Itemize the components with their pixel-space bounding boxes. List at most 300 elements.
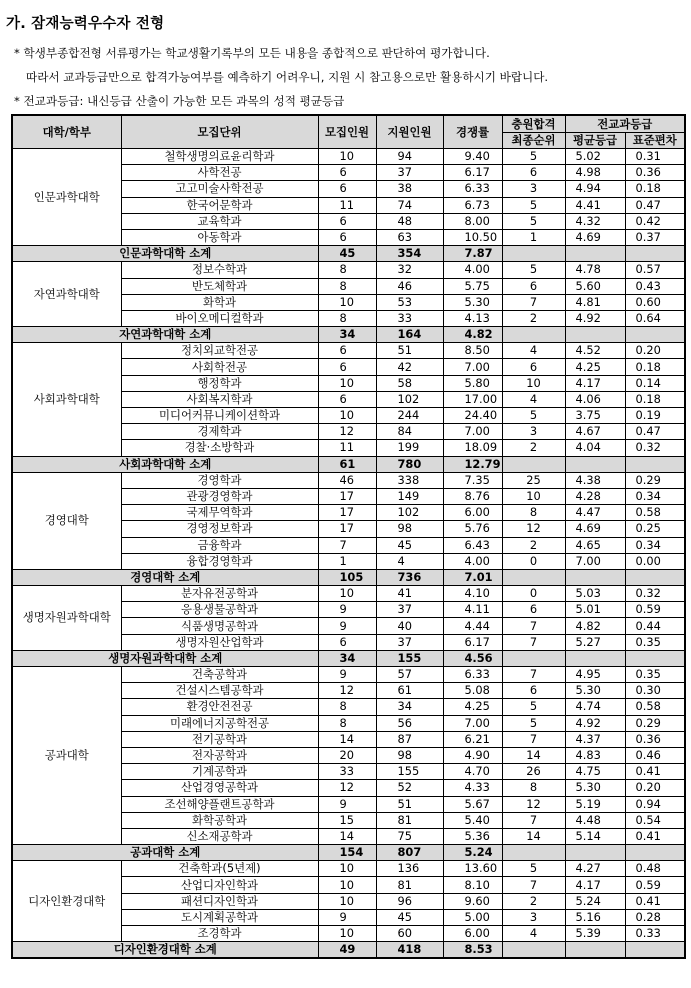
grade-avg-cell: 5.27: [565, 634, 625, 650]
note-reference-only: 따라서 교과등급만으로 합격가능여부를 예측하기 어려우니, 지원 시 참고용으로만 활용하시기 바랍니다.: [26, 70, 549, 84]
applicants-cell: 37: [376, 602, 443, 618]
applicants-cell: 52: [376, 780, 443, 796]
applicants-cell: 338: [376, 472, 443, 488]
applicants-cell: 51: [376, 796, 443, 812]
final-rank-cell: 5: [502, 213, 565, 229]
subtotal-empty-cell: [625, 942, 685, 959]
applicants-cell: 32: [376, 262, 443, 278]
header-university: 대학/학부: [12, 115, 121, 149]
subtotal-empty-cell: [502, 650, 565, 666]
applicants-cell: 34: [376, 699, 443, 715]
applicants-cell: 149: [376, 488, 443, 504]
department-name: 경영정보학과: [121, 521, 318, 537]
department-name: 산업디자인학과: [121, 877, 318, 893]
table-row: [12, 343, 685, 359]
table-row: [12, 667, 685, 683]
applicants-cell: 199: [376, 440, 443, 456]
header-quota: 모집인원: [318, 115, 376, 149]
final-rank-cell: 2: [502, 310, 565, 326]
final-rank-cell: 6: [502, 602, 565, 618]
department-name: 사학전공: [121, 165, 318, 181]
final-rank-cell: 2: [502, 893, 565, 909]
quota-cell: 10: [318, 893, 376, 909]
grade-sd-cell: 0.58: [625, 699, 685, 715]
grade-sd-cell: 0.31: [625, 149, 685, 165]
quota-cell: 9: [318, 796, 376, 812]
department-name: 행정학과: [121, 375, 318, 391]
final-rank-cell: 7: [502, 618, 565, 634]
final-rank-cell: 2: [502, 440, 565, 456]
ratio-cell: 9.60: [443, 893, 502, 909]
quota-cell: 8: [318, 262, 376, 278]
grade-sd-cell: 0.00: [625, 553, 685, 569]
department-name: 기계공학과: [121, 764, 318, 780]
ratio-cell: 4.10: [443, 586, 502, 602]
ratio-cell: 4.00: [443, 553, 502, 569]
ratio-cell: 5.76: [443, 521, 502, 537]
department-name: 생명자원산업학과: [121, 634, 318, 650]
grade-sd-cell: 0.32: [625, 586, 685, 602]
subtotal-empty-cell: [565, 327, 625, 343]
subtotal-ratio: 12.79: [443, 456, 502, 472]
department-name: 융합경영학과: [121, 553, 318, 569]
applicants-cell: 33: [376, 310, 443, 326]
subtotal-empty-cell: [565, 942, 625, 959]
ratio-cell: 17.00: [443, 391, 502, 407]
department-name: 식품생명공학과: [121, 618, 318, 634]
header-department: 모집단위: [121, 115, 318, 149]
final-rank-cell: 6: [502, 359, 565, 375]
subtotal-row: [12, 456, 685, 472]
grade-avg-cell: 4.81: [565, 294, 625, 310]
ratio-cell: 5.80: [443, 375, 502, 391]
grade-sd-cell: 0.58: [625, 505, 685, 521]
applicants-cell: 87: [376, 731, 443, 747]
final-rank-cell: 6: [502, 278, 565, 294]
quota-cell: 8: [318, 278, 376, 294]
grade-avg-cell: 5.30: [565, 780, 625, 796]
department-name: 관광경영학과: [121, 488, 318, 504]
table-row: [12, 149, 685, 165]
applicants-cell: 38: [376, 181, 443, 197]
grade-sd-cell: 0.36: [625, 165, 685, 181]
applicants-cell: 81: [376, 877, 443, 893]
quota-cell: 46: [318, 472, 376, 488]
subtotal-ratio: 4.82: [443, 327, 502, 343]
grade-sd-cell: 0.18: [625, 391, 685, 407]
grade-avg-cell: 3.75: [565, 408, 625, 424]
ratio-cell: 18.09: [443, 440, 502, 456]
applicants-cell: 98: [376, 747, 443, 763]
quota-cell: 8: [318, 310, 376, 326]
grade-sd-cell: 0.59: [625, 877, 685, 893]
grade-avg-cell: 5.14: [565, 828, 625, 844]
final-rank-cell: 2: [502, 537, 565, 553]
subtotal-empty-cell: [565, 246, 625, 262]
grade-avg-cell: 4.74: [565, 699, 625, 715]
department-name: 화학과: [121, 294, 318, 310]
subtotal-quota: 154: [318, 845, 376, 861]
subtotal-row: [12, 327, 685, 343]
applicants-cell: 53: [376, 294, 443, 310]
grade-sd-cell: 0.34: [625, 537, 685, 553]
grade-sd-cell: 0.18: [625, 181, 685, 197]
quota-cell: 20: [318, 747, 376, 763]
grade-avg-cell: 4.75: [565, 764, 625, 780]
final-rank-cell: 5: [502, 861, 565, 877]
grade-avg-cell: 4.48: [565, 812, 625, 828]
quota-cell: 10: [318, 375, 376, 391]
final-rank-cell: 4: [502, 343, 565, 359]
subtotal-ratio: 5.24: [443, 845, 502, 861]
applicants-cell: 63: [376, 229, 443, 245]
final-rank-cell: 7: [502, 667, 565, 683]
subtotal-empty-cell: [625, 246, 685, 262]
applicants-cell: 102: [376, 391, 443, 407]
grade-sd-cell: 0.25: [625, 521, 685, 537]
quota-cell: 6: [318, 343, 376, 359]
final-rank-cell: 8: [502, 780, 565, 796]
applicants-cell: 4: [376, 553, 443, 569]
subtotal-ratio: 4.56: [443, 650, 502, 666]
final-rank-cell: 26: [502, 764, 565, 780]
grade-avg-cell: 4.17: [565, 877, 625, 893]
ratio-cell: 4.11: [443, 602, 502, 618]
subtotal-empty-cell: [565, 569, 625, 585]
applicants-cell: 45: [376, 537, 443, 553]
note-holistic-review: * 학생부종합전형 서류평가는 학교생활기록부의 모든 내용을 종합적으로 판단하여 평가합니다.: [14, 46, 490, 60]
university-name: 경영대학: [12, 472, 121, 569]
quota-cell: 17: [318, 488, 376, 504]
grade-sd-cell: 0.35: [625, 667, 685, 683]
grade-avg-cell: 4.92: [565, 715, 625, 731]
department-name: 경찰·소방학과: [121, 440, 318, 456]
subtotal-label: 경영대학 소계: [12, 569, 318, 585]
department-name: 경제학과: [121, 424, 318, 440]
header-grade-avg: 평균등급: [565, 133, 625, 149]
quota-cell: 9: [318, 667, 376, 683]
ratio-cell: 7.00: [443, 424, 502, 440]
grade-sd-cell: 0.37: [625, 229, 685, 245]
subtotal-empty-cell: [625, 327, 685, 343]
ratio-cell: 5.08: [443, 683, 502, 699]
grade-sd-cell: 0.18: [625, 359, 685, 375]
header-grade-sd: 표준편차: [625, 133, 685, 149]
grade-sd-cell: 0.42: [625, 213, 685, 229]
ratio-cell: 8.76: [443, 488, 502, 504]
ratio-cell: 4.13: [443, 310, 502, 326]
subtotal-applicants: 807: [376, 845, 443, 861]
final-rank-cell: 7: [502, 731, 565, 747]
quota-cell: 6: [318, 213, 376, 229]
quota-cell: 1: [318, 553, 376, 569]
department-name: 화학공학과: [121, 812, 318, 828]
grade-avg-cell: 5.30: [565, 683, 625, 699]
applicants-cell: 45: [376, 909, 443, 925]
header-applicants: 지원인원: [376, 115, 443, 149]
subtotal-empty-cell: [502, 327, 565, 343]
applicants-cell: 46: [376, 278, 443, 294]
final-rank-cell: 25: [502, 472, 565, 488]
applicants-cell: 51: [376, 343, 443, 359]
department-name: 도시계획공학과: [121, 909, 318, 925]
grade-sd-cell: 0.43: [625, 278, 685, 294]
ratio-cell: 6.33: [443, 181, 502, 197]
grade-sd-cell: 0.48: [625, 861, 685, 877]
grade-avg-cell: 4.17: [565, 375, 625, 391]
ratio-cell: 9.40: [443, 149, 502, 165]
grade-sd-cell: 0.34: [625, 488, 685, 504]
quota-cell: 6: [318, 391, 376, 407]
grade-avg-cell: 4.04: [565, 440, 625, 456]
university-name: 인문과학대학: [12, 149, 121, 246]
quota-cell: 9: [318, 602, 376, 618]
grade-avg-cell: 5.39: [565, 926, 625, 942]
subtotal-empty-cell: [502, 246, 565, 262]
header-grade-group: 전교과등급: [565, 115, 685, 133]
quota-cell: 15: [318, 812, 376, 828]
table-row: [12, 262, 685, 278]
final-rank-cell: 5: [502, 197, 565, 213]
grade-avg-cell: 4.67: [565, 424, 625, 440]
grade-avg-cell: 4.82: [565, 618, 625, 634]
final-rank-cell: 5: [502, 262, 565, 278]
applicants-cell: 60: [376, 926, 443, 942]
quota-cell: 8: [318, 715, 376, 731]
subtotal-empty-cell: [625, 456, 685, 472]
grade-sd-cell: 0.36: [625, 731, 685, 747]
department-name: 전기공학과: [121, 731, 318, 747]
grade-avg-cell: 5.03: [565, 586, 625, 602]
grade-avg-cell: 5.19: [565, 796, 625, 812]
subtotal-row: [12, 845, 685, 861]
grade-avg-cell: 4.69: [565, 229, 625, 245]
grade-sd-cell: 0.54: [625, 812, 685, 828]
grade-sd-cell: 0.32: [625, 440, 685, 456]
subtotal-row: [12, 246, 685, 262]
department-name: 분자유전공학과: [121, 586, 318, 602]
grade-avg-cell: 4.38: [565, 472, 625, 488]
applicants-cell: 98: [376, 521, 443, 537]
quota-cell: 14: [318, 731, 376, 747]
subtotal-label: 공과대학 소계: [12, 845, 318, 861]
university-name: 디자인환경대학: [12, 861, 121, 942]
department-name: 고고미술사학전공: [121, 181, 318, 197]
grade-avg-cell: 4.65: [565, 537, 625, 553]
grade-avg-cell: 5.02: [565, 149, 625, 165]
applicants-cell: 58: [376, 375, 443, 391]
grade-avg-cell: 4.69: [565, 521, 625, 537]
applicants-cell: 244: [376, 408, 443, 424]
grade-sd-cell: 0.20: [625, 780, 685, 796]
final-rank-cell: 10: [502, 488, 565, 504]
department-name: 아동학과: [121, 229, 318, 245]
subtotal-row: [12, 650, 685, 666]
department-name: 건축공학과: [121, 667, 318, 683]
grade-sd-cell: 0.20: [625, 343, 685, 359]
final-rank-cell: 10: [502, 375, 565, 391]
final-rank-cell: 4: [502, 391, 565, 407]
applicants-cell: 37: [376, 634, 443, 650]
ratio-cell: 4.25: [443, 699, 502, 715]
subtotal-empty-cell: [565, 845, 625, 861]
department-name: 사회학전공: [121, 359, 318, 375]
grade-avg-cell: 4.25: [565, 359, 625, 375]
ratio-cell: 6.43: [443, 537, 502, 553]
department-name: 산업경영공학과: [121, 780, 318, 796]
quota-cell: 6: [318, 359, 376, 375]
department-name: 조경학과: [121, 926, 318, 942]
final-rank-cell: 12: [502, 796, 565, 812]
final-rank-cell: 7: [502, 294, 565, 310]
department-name: 미디어커뮤니케이션학과: [121, 408, 318, 424]
ratio-cell: 5.36: [443, 828, 502, 844]
department-name: 전자공학과: [121, 747, 318, 763]
grade-sd-cell: 0.60: [625, 294, 685, 310]
subtotal-empty-cell: [625, 569, 685, 585]
grade-sd-cell: 0.33: [625, 926, 685, 942]
grade-sd-cell: 0.35: [625, 634, 685, 650]
quota-cell: 11: [318, 197, 376, 213]
final-rank-cell: 3: [502, 424, 565, 440]
quota-cell: 6: [318, 165, 376, 181]
university-name: 자연과학대학: [12, 262, 121, 327]
applicants-cell: 84: [376, 424, 443, 440]
quota-cell: 6: [318, 634, 376, 650]
final-rank-cell: 6: [502, 683, 565, 699]
grade-avg-cell: 5.01: [565, 602, 625, 618]
ratio-cell: 13.60: [443, 861, 502, 877]
final-rank-cell: 7: [502, 877, 565, 893]
ratio-cell: 5.30: [443, 294, 502, 310]
applicants-cell: 74: [376, 197, 443, 213]
department-name: 신소재공학과: [121, 828, 318, 844]
grade-sd-cell: 0.41: [625, 893, 685, 909]
quota-cell: 10: [318, 149, 376, 165]
department-name: 바이오메디컬학과: [121, 310, 318, 326]
grade-avg-cell: 5.24: [565, 893, 625, 909]
subtotal-label: 인문과학대학 소계: [12, 246, 318, 262]
quota-cell: 10: [318, 877, 376, 893]
ratio-cell: 6.73: [443, 197, 502, 213]
applicants-cell: 56: [376, 715, 443, 731]
grade-sd-cell: 0.94: [625, 796, 685, 812]
subtotal-quota: 34: [318, 650, 376, 666]
department-name: 국제무역학과: [121, 505, 318, 521]
final-rank-cell: 5: [502, 699, 565, 715]
subtotal-quota: 49: [318, 942, 376, 959]
subtotal-applicants: 736: [376, 569, 443, 585]
department-name: 금융학과: [121, 537, 318, 553]
grade-avg-cell: 4.83: [565, 747, 625, 763]
ratio-cell: 4.44: [443, 618, 502, 634]
ratio-cell: 4.70: [443, 764, 502, 780]
quota-cell: 17: [318, 521, 376, 537]
department-name: 정보수학과: [121, 262, 318, 278]
table-row: [12, 861, 685, 877]
applicants-cell: 61: [376, 683, 443, 699]
ratio-cell: 6.00: [443, 505, 502, 521]
final-rank-cell: 3: [502, 181, 565, 197]
quota-cell: 12: [318, 424, 376, 440]
subtotal-label: 생명자원과학대학 소계: [12, 650, 318, 666]
final-rank-cell: 8: [502, 505, 565, 521]
applicants-cell: 37: [376, 165, 443, 181]
grade-avg-cell: 4.37: [565, 731, 625, 747]
ratio-cell: 5.75: [443, 278, 502, 294]
grade-sd-cell: 0.44: [625, 618, 685, 634]
grade-avg-cell: 4.06: [565, 391, 625, 407]
subtotal-empty-cell: [565, 650, 625, 666]
subtotal-applicants: 780: [376, 456, 443, 472]
subtotal-label: 디자인환경대학 소계: [12, 942, 318, 959]
grade-sd-cell: 0.41: [625, 828, 685, 844]
applicants-cell: 48: [376, 213, 443, 229]
header-rank-top: 충원합격: [502, 115, 565, 133]
quota-cell: 12: [318, 780, 376, 796]
quota-cell: 9: [318, 618, 376, 634]
grade-sd-cell: 0.41: [625, 764, 685, 780]
grade-sd-cell: 0.29: [625, 715, 685, 731]
quota-cell: 17: [318, 505, 376, 521]
applicants-cell: 42: [376, 359, 443, 375]
ratio-cell: 10.50: [443, 229, 502, 245]
final-rank-cell: 14: [502, 747, 565, 763]
ratio-cell: 4.90: [443, 747, 502, 763]
grade-avg-cell: 7.00: [565, 553, 625, 569]
applicants-cell: 41: [376, 586, 443, 602]
applicants-cell: 57: [376, 667, 443, 683]
note-grade-definition: * 전교과등급: 내신등급 산출이 가능한 모든 과목의 성적 평균등급: [14, 94, 345, 108]
subtotal-empty-cell: [502, 845, 565, 861]
department-name: 반도체학과: [121, 278, 318, 294]
ratio-cell: 6.00: [443, 926, 502, 942]
department-name: 경영학과: [121, 472, 318, 488]
quota-cell: 10: [318, 861, 376, 877]
applicants-cell: 94: [376, 149, 443, 165]
ratio-cell: 5.00: [443, 909, 502, 925]
department-name: 건축학과(5년제): [121, 861, 318, 877]
ratio-cell: 6.33: [443, 667, 502, 683]
quota-cell: 6: [318, 181, 376, 197]
grade-sd-cell: 0.19: [625, 408, 685, 424]
final-rank-cell: 4: [502, 926, 565, 942]
final-rank-cell: 0: [502, 586, 565, 602]
final-rank-cell: 5: [502, 149, 565, 165]
applicants-cell: 155: [376, 764, 443, 780]
subtotal-ratio: 7.87: [443, 246, 502, 262]
grade-avg-cell: 4.98: [565, 165, 625, 181]
final-rank-cell: 7: [502, 812, 565, 828]
university-name: 생명자원과학대학: [12, 586, 121, 651]
department-name: 철학생명의료윤리학과: [121, 149, 318, 165]
ratio-cell: 7.00: [443, 715, 502, 731]
subtotal-quota: 61: [318, 456, 376, 472]
quota-cell: 10: [318, 926, 376, 942]
subtotal-applicants: 418: [376, 942, 443, 959]
grade-avg-cell: 4.41: [565, 197, 625, 213]
subtotal-empty-cell: [625, 845, 685, 861]
grade-sd-cell: 0.57: [625, 262, 685, 278]
final-rank-cell: 5: [502, 408, 565, 424]
grade-sd-cell: 0.47: [625, 197, 685, 213]
ratio-cell: 5.67: [443, 796, 502, 812]
ratio-cell: 7.00: [443, 359, 502, 375]
subtotal-label: 사회과학대학 소계: [12, 456, 318, 472]
department-name: 미래에너지공학전공: [121, 715, 318, 731]
subtotal-ratio: 8.53: [443, 942, 502, 959]
grade-avg-cell: 5.16: [565, 909, 625, 925]
